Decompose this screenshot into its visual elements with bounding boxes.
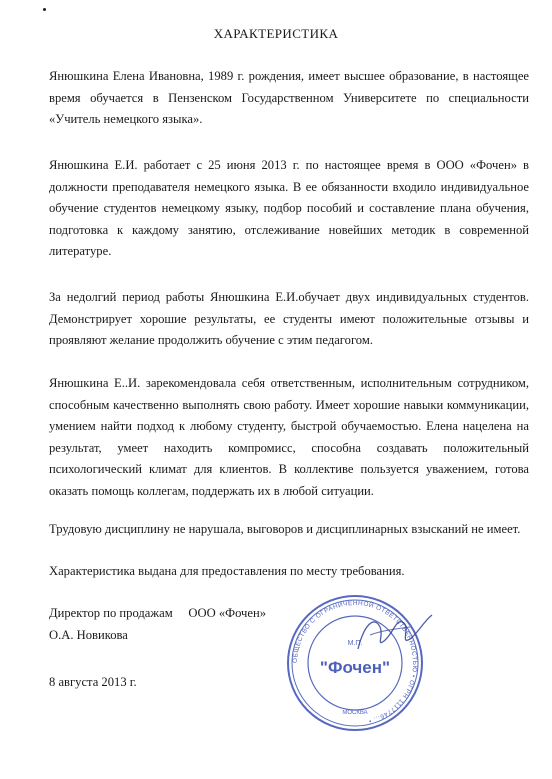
paragraph-discipline: Трудовую дисциплину не нарушала, выговоров и дисциплинарных взысканий не имеет. xyxy=(49,522,521,536)
paragraph-results: За недолгий период работы Янюшкина Е.И.обучает двух индивидуальных студентов. Демонстрирует хорошие результаты, ее студенты имеют положительные отзывы и проявляют желание продолжить обучение с этим педагогом. xyxy=(49,290,529,347)
stamp-ring-text: ОБЩЕСТВО С ОГРАНИЧЕННОЙ ОТВЕТСТВЕННОСТЬЮ • ОГРН 1117746... • xyxy=(291,599,419,725)
document-title: ХАРАКТЕРИСТИКА xyxy=(213,26,339,41)
paragraph-purpose: Характеристика выдана для предоставления по месту требования. xyxy=(49,564,405,578)
handwritten-signature xyxy=(347,605,440,665)
stamp-mp-label: М.П. xyxy=(347,640,363,647)
scan-speck xyxy=(43,8,46,11)
document-date: 8 августа 2013 г. xyxy=(49,675,137,689)
paragraph-employment: Янюшкина Е.И. работает с 25 июня 2013 г. по настоящее время в ООО «Фочен» в должности преподавателя немецкого языка. В ее обязанности входило индивидуальное обучение студентов немецкому языку, подбор пособий и составление плана обучения, подготовка к каждому занятию, отслеживание новейших методик в современной литературе. xyxy=(49,158,529,258)
signatory-name: О.А. Новикова xyxy=(49,628,128,642)
stamp-city: МОСКВА xyxy=(342,710,368,716)
paragraph-intro: Янюшкина Елена Ивановна, 1989 г. рождения, имеет высшее образование, в настоящее время обучается в Пензенском Государственном Университете по специальности «Учитель немецкого языка». xyxy=(49,69,529,126)
stamp-company-name: "Фочен" xyxy=(319,658,391,677)
paragraph-qualities: Янюшкина Е..И. зарекомендовала себя ответственным, исполнительным сотрудником, способным качественно выполнять свою работу. Имеет хорошие навыки коммуникации, умением найти подход к любому студенту, быстрой обучаемостью. Елена нацелена на результат, умеет находить компромисс, способна создавать положительный психологический климат для клиентов. В коллективе пользуется уважением, готова оказать помощь коллегам, поддержать их в любой ситуации. xyxy=(49,376,529,498)
signature-position: Директор по продажам ООО «Фочен» xyxy=(49,606,267,620)
